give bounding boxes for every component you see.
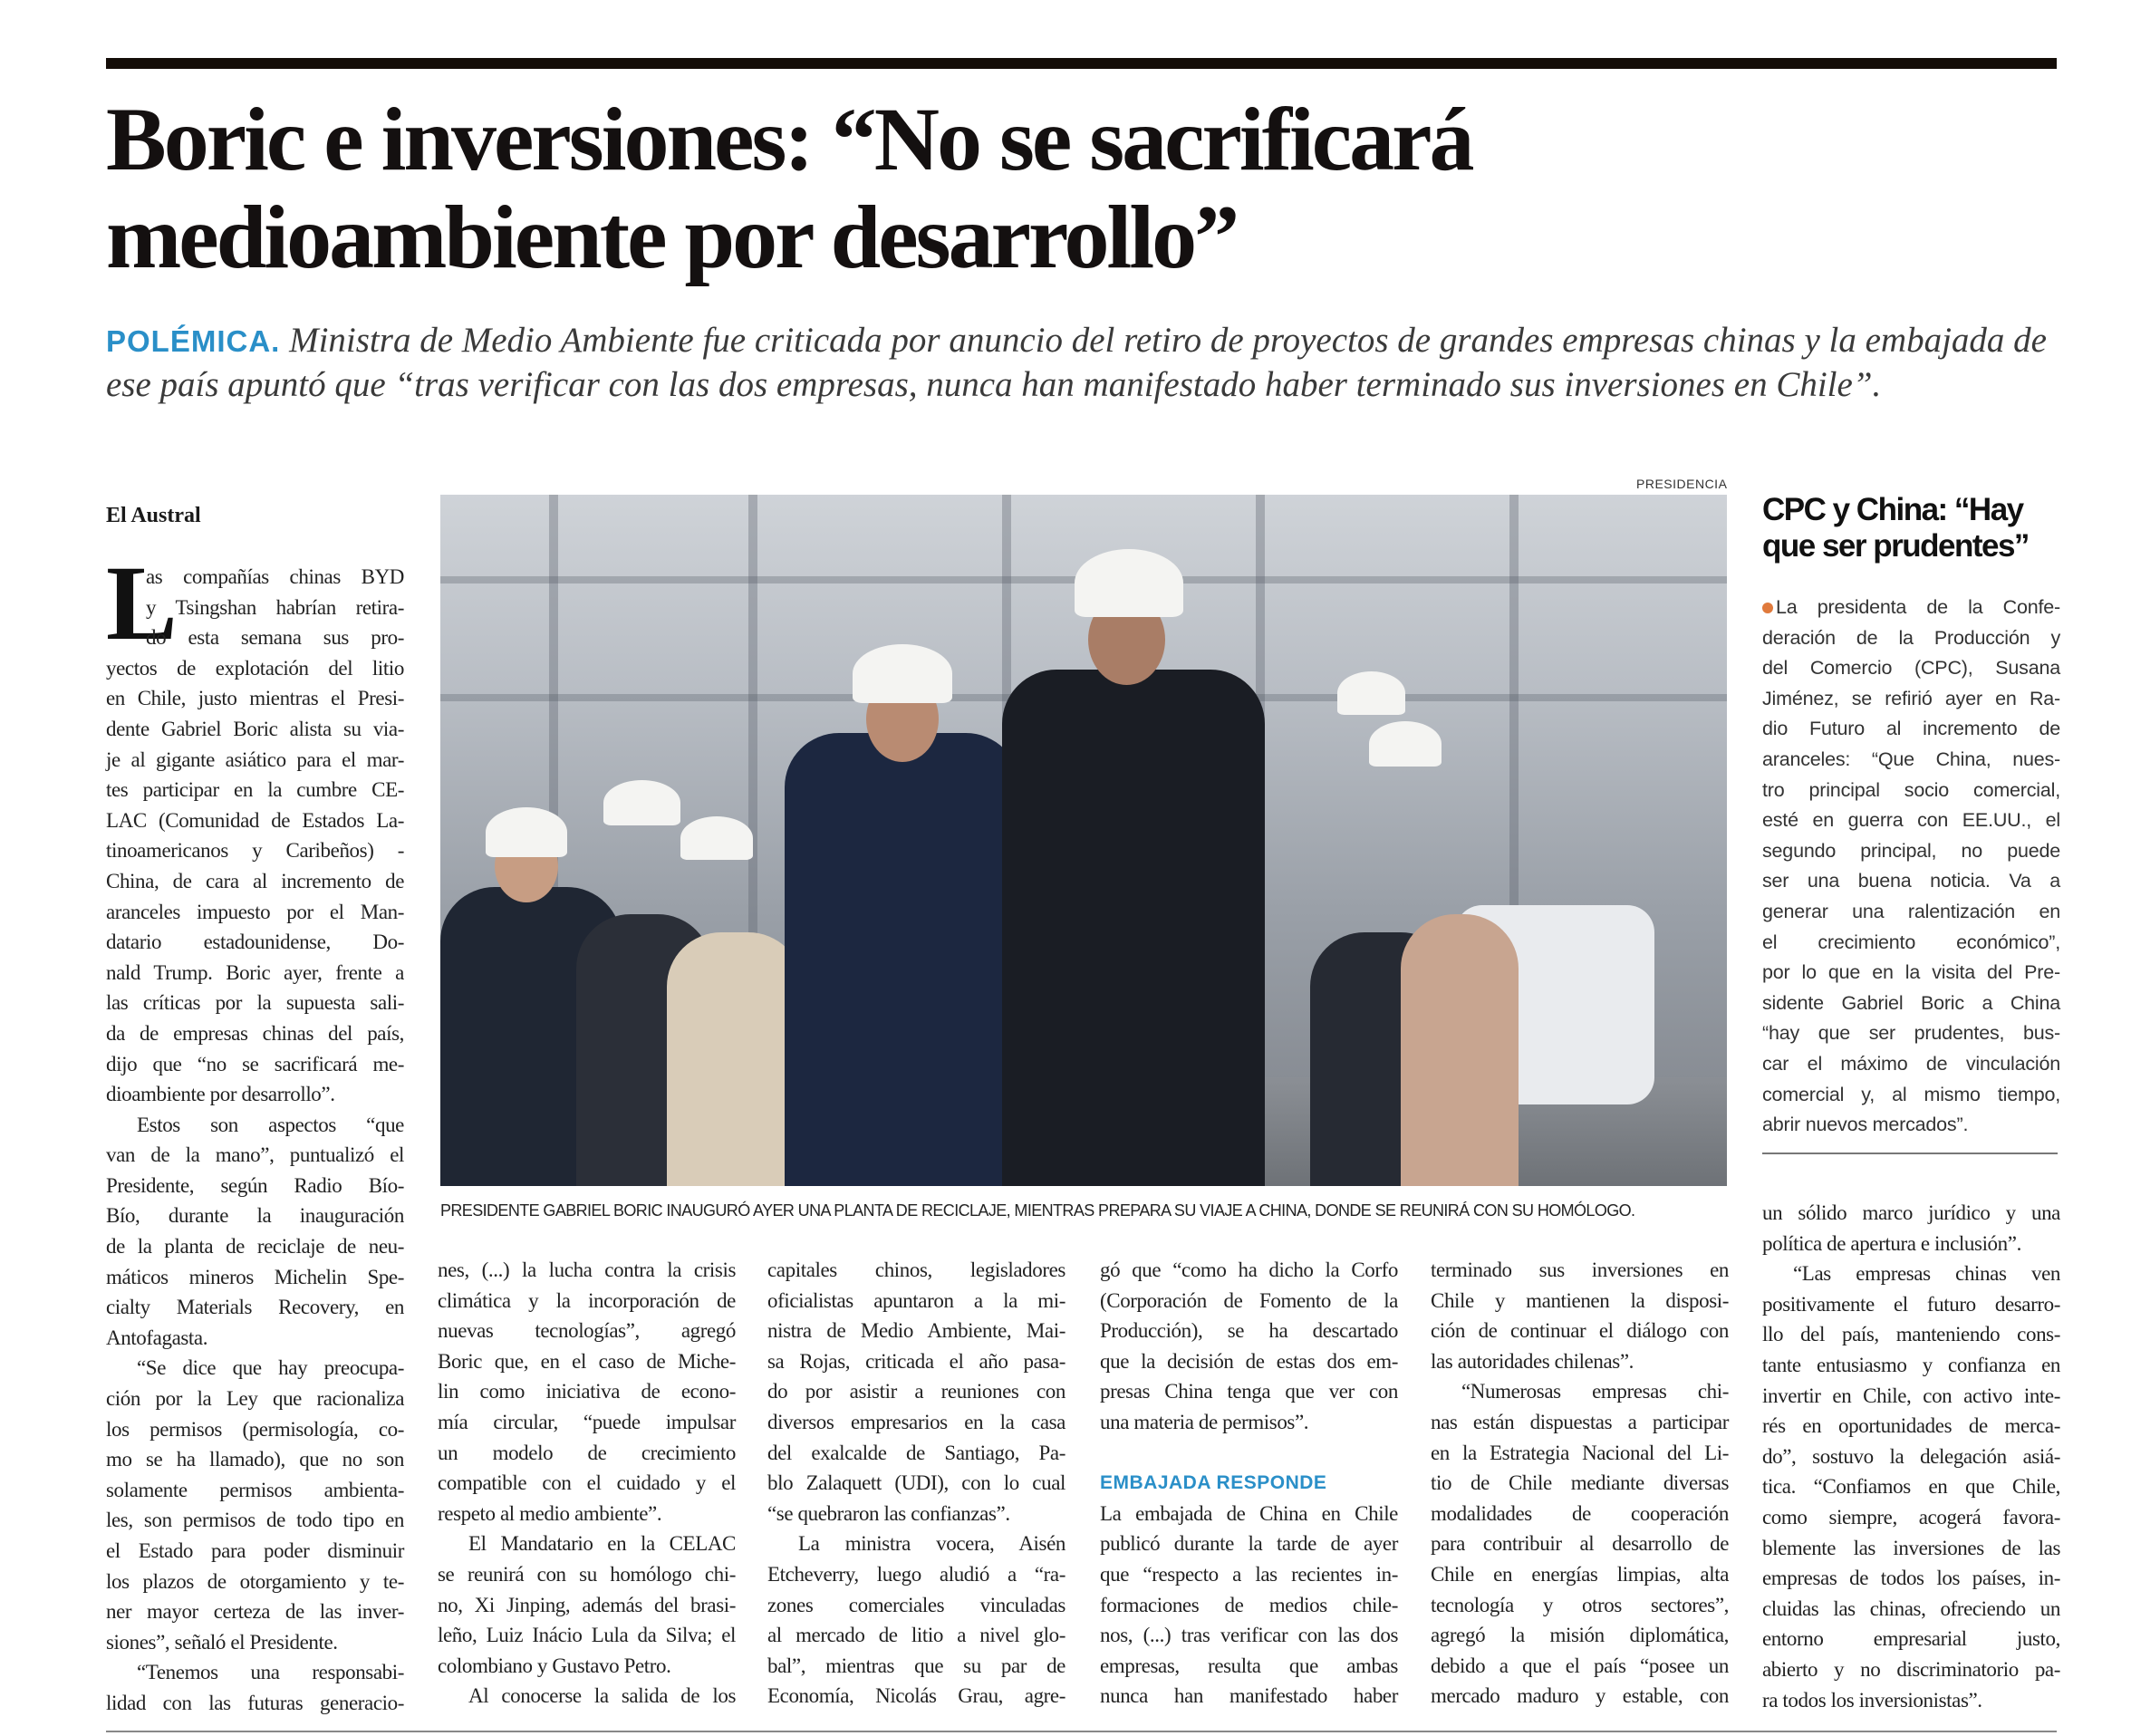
text-line: nos, (...) tras verificar con las dos	[1100, 1624, 1398, 1647]
photo-credit: PRESIDENCIA	[1636, 477, 1728, 491]
text-line: diversos empresarios en la casa	[767, 1410, 1066, 1433]
sidebar-line-text: car el máximo de vinculación	[1762, 1052, 2060, 1075]
text-line: compatible con el cuidado y el	[438, 1471, 736, 1495]
text-line: en Chile, justo mientras el Presi-	[106, 687, 404, 710]
sidebar-line-text: segundo principal, no puede	[1762, 839, 2060, 862]
bottom-rule	[106, 1731, 2057, 1732]
subheading-text: EMBAJADA RESPONDE	[1100, 1472, 1327, 1494]
text-line: ción por la Ley que racionaliza	[106, 1387, 404, 1411]
text-line: tes participar en la cumbre CE-	[106, 778, 404, 802]
text-line: positivamente el futuro desarro-	[1762, 1292, 2060, 1316]
text-line: mía circular, “puede impulsar	[438, 1410, 736, 1433]
text-line: ner mayor certeza de las inver-	[106, 1600, 404, 1624]
text-line: ción de continuar el diálogo con	[1431, 1319, 1729, 1343]
text-line: do”, sostuvo la delegación asiá-	[1762, 1444, 2060, 1468]
text-line: rés en oportunidades de merca-	[1762, 1414, 2060, 1438]
text-line: tinoamericanos y Caribeños) -	[106, 839, 404, 863]
text-line: capitales chinos, legisladores	[767, 1259, 1066, 1281]
sidebar-line	[1762, 1049, 2060, 1080]
deck	[106, 319, 2063, 407]
text-line: invertir en Chile, con activo inte-	[1762, 1384, 2060, 1407]
text-line: “se quebraron las confianzas”.	[767, 1501, 1010, 1525]
article-column-5	[1431, 1255, 1729, 1712]
text-line: Presidente, según Radio Bío-	[106, 1173, 404, 1197]
paragraph	[767, 1529, 1066, 1712]
paragraph	[1431, 1255, 1729, 1376]
text-line: que “respecto a las recientes in-	[1100, 1562, 1398, 1586]
paragraph	[767, 1255, 1066, 1529]
text-line: siones”, señaló el Presidente.	[106, 1630, 338, 1654]
text-line: nas están dispuestas a participar	[1431, 1410, 1729, 1433]
deck-kicker: POLÉMICA.	[106, 324, 281, 358]
text-line: Producción), se ha descartado	[1100, 1319, 1398, 1343]
text-line: La embajada de China en Chile	[1100, 1501, 1398, 1525]
text-line: como siempre, acogerá favora-	[1762, 1505, 2060, 1529]
text-line: Chile en energías limpias, alta	[1431, 1562, 1729, 1586]
text-line: abierto y no discriminatorio pa-	[1762, 1657, 2060, 1681]
text-line: Economía, Nicolás Grau, agre-	[767, 1684, 1066, 1708]
text-line: “Numerosas empresas chi-	[1461, 1380, 1729, 1403]
text-line: da de empresas chinas del país,	[106, 1021, 404, 1045]
article-column-4	[1100, 1255, 1398, 1712]
sidebar-line-text: abrir nuevos mercados”.	[1762, 1114, 1969, 1136]
text-line: respeto al medio ambiente”.	[438, 1501, 662, 1525]
sidebar-line	[1762, 836, 2060, 867]
text-line: tio de Chile mediante diversas	[1431, 1471, 1729, 1495]
text-line: publicó durante la tarde de ayer	[1100, 1532, 1398, 1556]
text-line: sa Rojas, criticada el año pasa-	[767, 1349, 1066, 1373]
sidebar-line	[1762, 714, 2060, 745]
text-line: se reunirá con su homólogo chi-	[438, 1562, 736, 1586]
article-column-6	[1762, 1198, 2060, 1715]
text-line: Al conocerse la salida de los	[468, 1684, 736, 1708]
sidebar-line-text: deración de la Producción y	[1762, 626, 2060, 649]
text-line: yectos de explotación del litio	[106, 656, 404, 680]
article-column-1	[106, 544, 404, 1719]
sidebar-line	[1762, 653, 2060, 684]
text-line: les, son permisos de todo tipo en	[106, 1509, 404, 1532]
sidebar-line-text: dio Futuro al incremento de	[1762, 718, 2060, 740]
article-column-2	[438, 1255, 736, 1712]
sidebar-line-text: La presidenta de la Confe-	[1776, 596, 2060, 618]
sidebar-line	[1762, 776, 2060, 806]
photo-caption: PRESIDENTE GABRIEL BORIC INAUGURÓ AYER UNA PLANTA DE RECICLAJE, MIENTRAS PREPARA SU VIAJE A CHINA, DONDE SE REUNIRÁ CON SU HOMÓLOGO.	[440, 1201, 1635, 1220]
sidebar-line	[1762, 805, 2060, 836]
text-line: dioambiente por desarrollo”.	[106, 1083, 335, 1106]
text-line: nunca han manifestado haber	[1100, 1684, 1398, 1708]
text-line: máticos mineros Michelin Spe-	[106, 1265, 404, 1288]
text-line: no, Xi Jinping, además del brasi-	[438, 1593, 736, 1616]
deck-text: Ministra de Medio Ambiente fue criticada por anuncio del retiro de proyectos de grandes empresas chinas y la embajada de ese país apuntó que “tras verificar con las dos empresas, nunca han manifestado haber terminado sus inversiones en Chile”.	[106, 321, 2047, 404]
sidebar-line	[1762, 1110, 2060, 1141]
text-line: al mercado de litio a nivel glo-	[767, 1624, 1066, 1647]
text-line: dijo que “no se sacrificará me-	[106, 1052, 404, 1075]
text-line	[1100, 1438, 1398, 1469]
text-line: zones comerciales vinculadas	[767, 1593, 1066, 1616]
text-line: política de apertura e inclusión”.	[1762, 1231, 2021, 1255]
bullet-icon	[1762, 603, 1773, 613]
sidebar-rule	[1762, 1153, 2058, 1154]
sidebar-line	[1762, 745, 2060, 776]
sidebar-line-text: generar una ralentización en	[1762, 900, 2060, 922]
headline-line: medioambiente por desarrollo”	[106, 187, 1238, 287]
text-line: bal”, mientras que su par de	[767, 1654, 1066, 1677]
text-line: Etcheverry, luego aludió a “ra-	[767, 1562, 1066, 1586]
sidebar-body	[1762, 593, 2060, 1141]
text-line: nistra de Medio Ambiente, Mai-	[767, 1319, 1066, 1343]
text-line: empresas, resulta que ambas	[1100, 1654, 1398, 1677]
byline: El Austral	[106, 504, 201, 527]
sidebar-line-text: Jiménez, se refirió ayer en Ra-	[1762, 687, 2060, 709]
paragraph	[1431, 1376, 1729, 1712]
paragraph	[438, 1529, 736, 1681]
sidebar-line	[1762, 1080, 2060, 1111]
paragraph	[1762, 1198, 2060, 1259]
text-line: las autoridades chilenas”.	[1431, 1349, 1634, 1373]
text-line: Antofagasta.	[106, 1326, 208, 1349]
text-line: je al gigante asiático para el mar-	[106, 747, 404, 771]
sidebar-line-text: comercial y, al mismo tiempo,	[1762, 1083, 2060, 1105]
text-line: Estos son aspectos “que	[137, 1113, 404, 1136]
text-line: debido a que el país “posee un	[1431, 1654, 1729, 1677]
text-line: que la decisión de estas dos em-	[1100, 1349, 1398, 1373]
text-line: agregó la misión diplomática,	[1431, 1624, 1729, 1647]
text-line: de la planta de reciclaje de neu-	[106, 1235, 404, 1259]
text-line: un sólido marco jurídico y una	[1762, 1201, 2060, 1224]
text-line: en la Estrategia Nacional del Li-	[1431, 1441, 1729, 1464]
text-line: el Estado para poder disminuir	[106, 1539, 404, 1562]
sidebar-line	[1762, 1018, 2060, 1049]
text-line: “Las empresas chinas ven	[1793, 1262, 2060, 1286]
text-line: do por asistir a reuniones con	[767, 1380, 1066, 1403]
sidebar-line	[1762, 897, 2060, 928]
text-line: formaciones de medios chile-	[1100, 1593, 1398, 1616]
text-line: modalidades de cooperación	[1431, 1501, 1729, 1525]
sidebar-line	[1762, 623, 2060, 654]
news-photo	[440, 495, 1727, 1186]
text-line: presas China tenga que ver con	[1100, 1380, 1398, 1403]
sidebar-line	[1762, 866, 2060, 897]
text-line: dente Gabriel Boric alista su via-	[106, 717, 404, 740]
sidebar-line-text: “hay que ser prudentes, bus-	[1762, 1022, 2060, 1045]
text-line: blo Zalaquett (UDI), con lo cual	[767, 1471, 1066, 1495]
text-line: terminado sus inversiones en	[1431, 1259, 1729, 1281]
sidebar-line	[1762, 989, 2060, 1019]
text-line: cialty Materials Recovery, en	[106, 1296, 404, 1319]
text-line: La ministra vocera, Aisén	[798, 1532, 1066, 1556]
text-line: China, de cara al incremento de	[106, 869, 404, 892]
paragraph	[1100, 1499, 1398, 1712]
sidebar-line	[1762, 684, 2060, 715]
paragraph	[1762, 1259, 2060, 1715]
paragraph	[1100, 1438, 1398, 1469]
paragraph	[438, 1681, 736, 1712]
sidebar-line-text: ser una buena noticia. Va a	[1762, 870, 2060, 892]
drop-cap: L	[106, 544, 178, 662]
text-line: nuevas tecnologías”, agregó	[438, 1319, 736, 1343]
sidebar-line-text: tro principal socio comercial,	[1762, 778, 2060, 801]
text-line: del exalcalde de Santiago, Pa-	[767, 1441, 1066, 1464]
text-line: as compañías chinas BYD	[146, 565, 404, 588]
sidebar-title: CPC y China: “Hay que ser prudentes”	[1762, 492, 2029, 564]
text-line: Chile y mantienen la disposi-	[1431, 1288, 1729, 1312]
text-line: blemente las inversiones de las	[1762, 1536, 2060, 1559]
article-column-3	[767, 1255, 1066, 1712]
text-line: Boric que, en el caso de Miche-	[438, 1349, 736, 1373]
text-line: tica. “Confiamos en que Chile,	[1762, 1475, 2060, 1499]
headline-line: Boric e inversiones: “No se sacrificará	[106, 89, 1472, 189]
text-line: llo del país, manteniendo cons-	[1762, 1323, 2060, 1346]
sidebar-line	[1762, 593, 2060, 623]
text-line: colombiano y Gustavo Petro.	[438, 1654, 671, 1677]
headline	[106, 91, 2054, 286]
sidebar-line-text: del Comercio (CPC), Susana	[1762, 657, 2060, 680]
paragraph	[106, 1353, 404, 1657]
text-line: una materia de permisos”.	[1100, 1410, 1309, 1433]
text-line: mo se ha llamado), que no son	[106, 1448, 404, 1471]
text-line: lin como iniciativa de econo-	[438, 1380, 736, 1403]
top-rule	[106, 58, 2057, 69]
text-line: tecnología y otros sectores”,	[1431, 1593, 1729, 1616]
text-line: ra todos los inversionistas”.	[1762, 1688, 1982, 1712]
paragraph	[438, 1255, 736, 1529]
text-line: El Mandatario en la CELAC	[468, 1532, 736, 1556]
text-line: nald Trump. Boric ayer, frente a	[106, 960, 404, 984]
text-line: y Tsingshan habrían retira-	[146, 595, 404, 619]
text-line: los permisos (permisología, co-	[106, 1417, 404, 1441]
sidebar-line	[1762, 958, 2060, 989]
sidebar-line-text: aranceles: “Que China, nues-	[1762, 747, 2060, 770]
text-line: tante entusiasmo y confianza en	[1762, 1353, 2060, 1376]
text-line: para contribuir al desarrollo de	[1431, 1532, 1729, 1556]
text-line: Bío, durante la inauguración	[106, 1204, 404, 1228]
text-line: mercado maduro y estable, con	[1431, 1684, 1729, 1708]
text-line: lidad con las futuras generacio-	[106, 1691, 404, 1714]
paragraph	[106, 1657, 404, 1718]
text-line: “Se dice que hay preocupa-	[137, 1356, 404, 1380]
paragraph	[106, 544, 404, 1110]
text-line: cluidas las chinas, ofreciendo un	[1762, 1596, 2060, 1620]
text-line: solamente permisos ambienta-	[106, 1478, 404, 1501]
text-line: do esta semana sus pro-	[146, 626, 404, 650]
text-line: (Corporación de Fomento de la	[1100, 1288, 1398, 1312]
paragraph	[106, 1110, 404, 1354]
text-line: entorno empresarial justo,	[1762, 1627, 2060, 1651]
text-line: aranceles impuesto por el Man-	[106, 900, 404, 923]
sidebar-line-text: esté en guerra con EE.UU., el	[1762, 809, 2060, 832]
text-line: empresas de todos los países, in-	[1762, 1567, 2060, 1590]
text-line: las críticas por la supuesta sali-	[106, 991, 404, 1015]
sidebar-line-text: sidente Gabriel Boric a China	[1762, 991, 2060, 1014]
sidebar-line-text: por lo que en la visita del Pre-	[1762, 961, 2060, 984]
text-line: nes, (...) la lucha contra la crisis	[438, 1259, 736, 1281]
text-line: gó que “como ha dicho la Corfo	[1100, 1259, 1398, 1281]
subheading	[1100, 1468, 1398, 1499]
text-line: leño, Luiz Inácio Lula da Silva; el	[438, 1624, 736, 1647]
text-line: van de la mano”, puntualizó el	[106, 1143, 404, 1167]
sidebar-line	[1762, 928, 2060, 959]
text-line: datario estadounidense, Do-	[106, 931, 404, 954]
text-line: los plazos de otorgamiento y te-	[106, 1569, 404, 1593]
paragraph	[1100, 1255, 1398, 1438]
text-line: “Tenemos una responsabi-	[137, 1661, 404, 1684]
text-line: un modelo de crecimiento	[438, 1441, 736, 1464]
text-line: oficialistas apuntaron a la mi-	[767, 1288, 1066, 1312]
sidebar-line-text: el crecimiento económico”,	[1762, 931, 2060, 953]
text-line: climática y la incorporación de	[438, 1288, 736, 1312]
text-line: LAC (Comunidad de Estados La-	[106, 808, 404, 832]
